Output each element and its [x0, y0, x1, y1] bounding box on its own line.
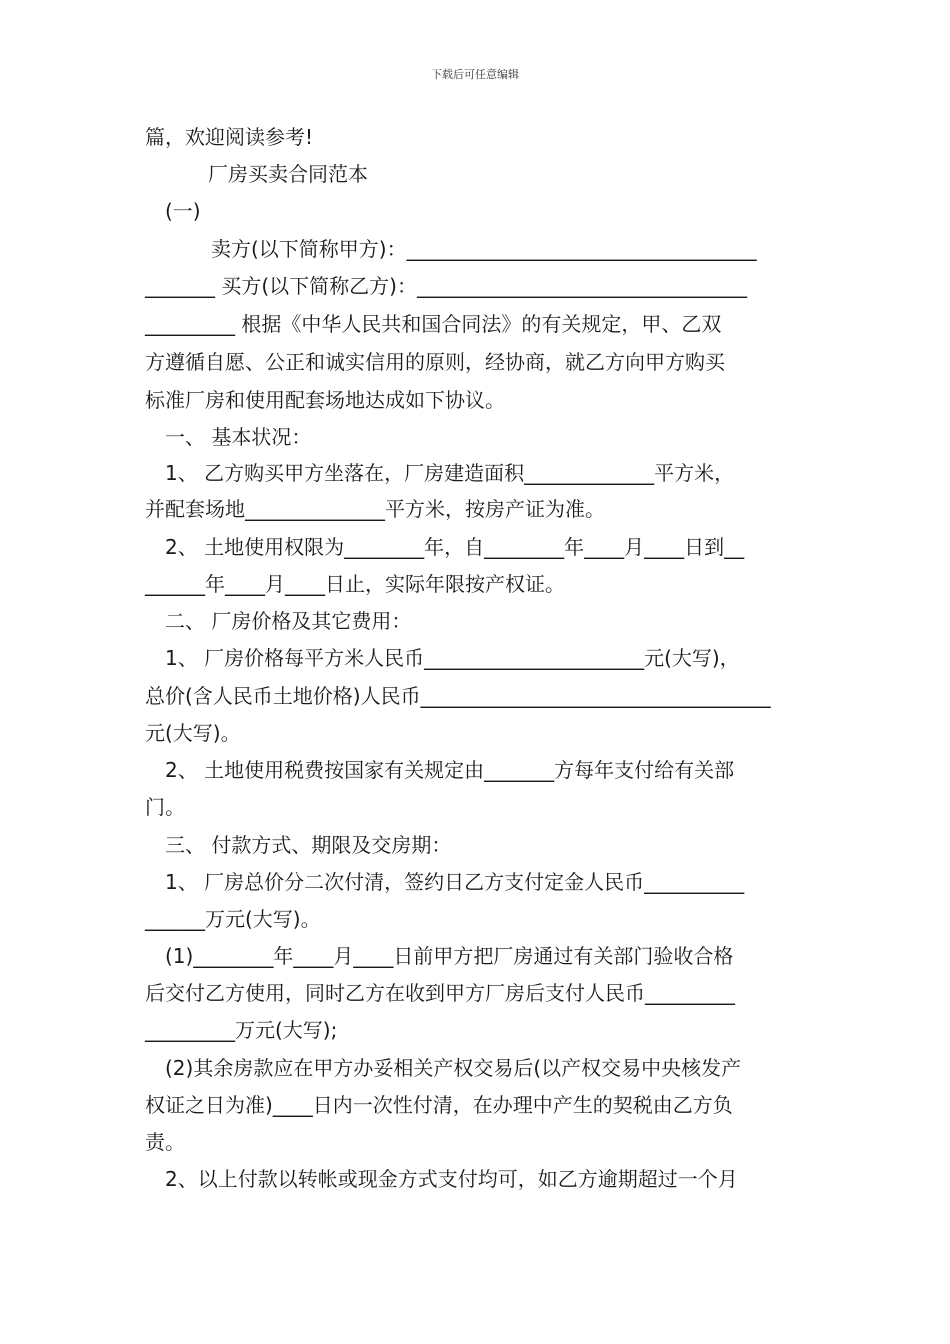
- text-line: 门。: [145, 795, 185, 819]
- text-line: 2、以上付款以转帐或现金方式支付均可，如乙方逾期超过一个月: [165, 1167, 738, 1191]
- section-heading: 一、 基本状况：: [165, 425, 312, 449]
- text-line: 2、 土地使用权限为________年，自________年____月____日到__: [165, 535, 745, 559]
- text-line: _________万元(大写);: [145, 1018, 338, 1042]
- text-line: 并配套场地______________平方米，按房产证为准。: [145, 497, 605, 521]
- page-header-note: 下载后可任意编辑: [431, 68, 519, 81]
- section-heading: 三、 付款方式、期限及交房期：: [165, 833, 452, 857]
- text-line: 元(大写)。: [145, 721, 241, 745]
- text-line: 权证之日为准)____日内一次性付清，在办理中产生的契税由乙方负: [145, 1093, 733, 1117]
- text-line: 责。: [145, 1130, 185, 1154]
- section-marker: (一): [165, 199, 201, 223]
- text-line: 标准厂房和使用配套场地达成如下协议。: [145, 388, 505, 412]
- text-line: 篇，欢迎阅读参考!: [145, 125, 314, 149]
- text-line: _________ 根据《中华人民共和国合同法》的有关规定，甲、乙双: [145, 312, 722, 336]
- section-heading: 二、 厂房价格及其它费用：: [165, 609, 412, 633]
- text-line: 2、 土地使用税费按国家有关规定由_______方每年支付给有关部: [165, 758, 735, 782]
- text-line: 后交付乙方使用，同时乙方在收到甲方厂房后支付人民币_________: [145, 981, 735, 1005]
- text-line: 1、 厂房总价分二次付清，签约日乙方支付定金人民币__________: [165, 870, 745, 894]
- text-line: (1)________年____月____日前甲方把厂房通过有关部门验收合格: [165, 944, 734, 968]
- contract-title: 厂房买卖合同范本: [208, 162, 368, 186]
- text-line: 1、 乙方购买甲方坐落在，厂房建造面积_____________平方米，: [165, 461, 735, 485]
- text-line: ______万元(大写)。: [145, 907, 321, 931]
- text-line: _______ 买方(以下简称乙方)：_________________________________: [145, 274, 747, 298]
- text-line: (2)其余房款应在甲方办妥相关产权交易后(以产权交易中央核发产: [165, 1056, 742, 1080]
- text-line: 卖方(以下简称甲方)：___________________________________: [211, 237, 757, 261]
- text-line: 方遵循自愿、公正和诚实信用的原则，经协商，就乙方向甲方购买: [145, 350, 725, 374]
- text-line: 1、 厂房价格每平方米人民币______________________元(大写)，: [165, 646, 740, 670]
- text-line: 总价(含人民币土地价格)人民币___________________________________: [145, 684, 771, 708]
- text-line: ______年____月____日止，实际年限按产权证。: [145, 572, 565, 596]
